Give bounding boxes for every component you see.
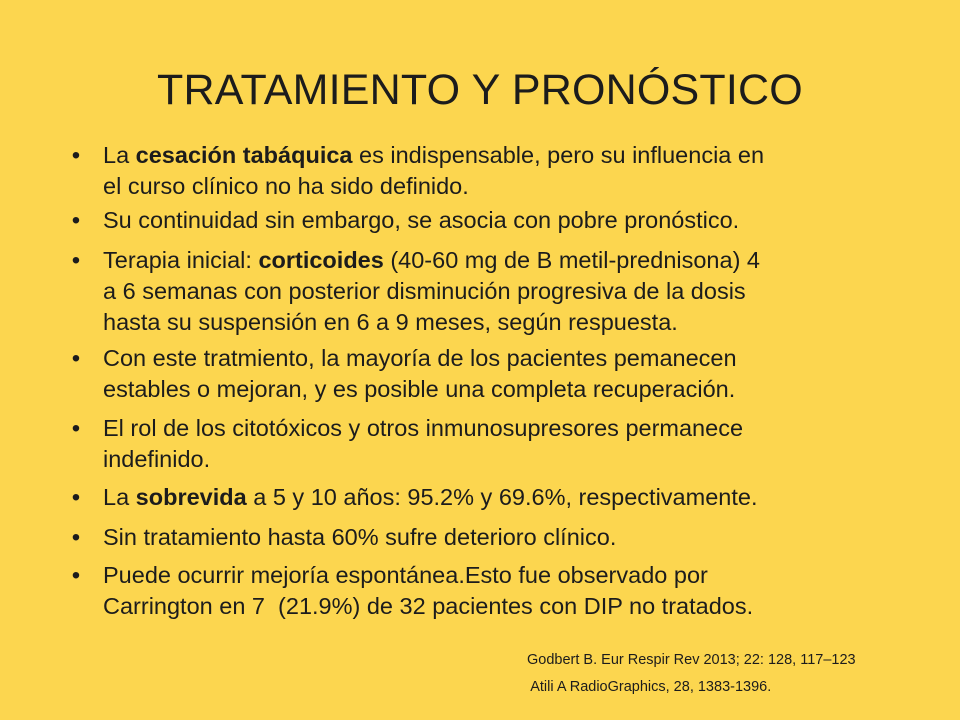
bullet-line — [103, 444, 960, 475]
bullet-item — [0, 413, 960, 475]
bullet-item — [0, 482, 960, 513]
bullet-item — [0, 245, 960, 338]
bullet-line — [103, 171, 960, 202]
bullet-line — [103, 522, 960, 553]
bullet-line — [103, 343, 960, 374]
bullet-item — [0, 343, 960, 405]
bold-text-run: cesación tabáquica — [135, 142, 353, 168]
bullet-item — [0, 205, 960, 236]
text-run: La — [103, 142, 136, 168]
text-run: Carrington en 7 (21.9%) de 32 pacientes con DIP no tratados. — [103, 593, 754, 619]
bullet-line — [103, 413, 960, 444]
bold-text-run: corticoides — [258, 247, 384, 273]
bold-text-run: sobrevida — [135, 484, 247, 510]
bullet-line — [103, 245, 960, 276]
text-run: indefinido. — [103, 446, 211, 472]
text-run: Sin tratamiento hasta 60% sufre deterioro clínico. — [103, 524, 617, 550]
text-run: a 6 semanas con posterior disminución progresiva de la dosis — [103, 278, 746, 304]
reference-godbert: Godbert B. Eur Respir Rev 2013; 22: 128, 117–123 — [527, 652, 856, 668]
text-run: a 5 y 10 años: 95.2% y 69.6%, respectivamente. — [246, 484, 758, 510]
reference-atili: Atili A RadioGraphics, 28, 1383-1396. — [527, 679, 772, 695]
text-run: El rol de los citotóxicos y otros inmunosupresores permanece — [103, 415, 744, 441]
bullet-item — [0, 522, 960, 553]
bullet-icon: • — [71, 142, 81, 169]
text-run: el curso clínico no ha sido definido. — [103, 173, 469, 199]
text-run: Terapia inicial: — [103, 247, 259, 273]
bullet-icon: • — [71, 415, 81, 442]
text-run: es indispensable, pero su influencia en — [352, 142, 765, 168]
bullet-icon: • — [71, 247, 81, 274]
bullet-item — [0, 560, 960, 622]
bullet-line — [103, 482, 960, 513]
bullet-line — [103, 276, 960, 307]
bullet-line — [103, 591, 960, 622]
text-run: hasta su suspensión en 6 a 9 meses, según respuesta. — [103, 309, 678, 335]
bullet-line — [103, 140, 960, 171]
bullet-item — [0, 140, 960, 202]
bullet-icon: • — [71, 524, 81, 551]
slide-title: TRATAMIENTO Y PRONÓSTICO — [157, 66, 803, 114]
bullet-line — [103, 307, 960, 338]
text-run: estables o mejoran, y es posible una completa recuperación. — [103, 376, 736, 402]
bullet-icon: • — [71, 345, 81, 372]
bullet-icon: • — [71, 562, 81, 589]
bullet-line — [103, 374, 960, 405]
text-run: (40-60 mg de B metil-prednisona) 4 — [383, 247, 760, 273]
bullet-line — [103, 205, 960, 236]
text-run: Puede ocurrir mejoría espontánea.Esto fue observado por — [103, 562, 708, 588]
text-run: La — [103, 484, 136, 510]
text-run: Su continuidad sin embargo, se asocia con pobre pronóstico. — [103, 207, 740, 233]
bullet-icon: • — [71, 207, 81, 234]
bullet-line — [103, 560, 960, 591]
text-run: Con este tratmiento, la mayoría de los pacientes pemanecen — [103, 345, 737, 371]
bullet-icon: • — [71, 484, 81, 511]
